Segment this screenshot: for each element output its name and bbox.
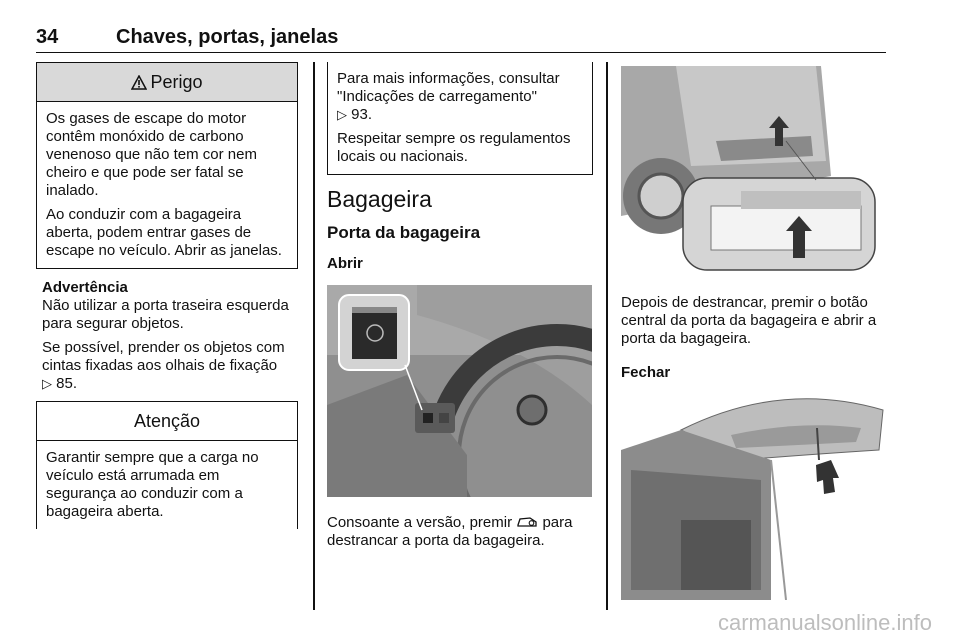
abrir-caption bbox=[327, 514, 593, 550]
page-ref-number[interactable]: 93. bbox=[351, 106, 373, 123]
bagageira-section bbox=[327, 185, 593, 272]
trunk-unlock-icon bbox=[516, 515, 538, 528]
attention-title: Atenção bbox=[133, 410, 201, 431]
danger-paragraph: Os gases de escape do motor contêm monóxido de carbono venenoso que não tem cor nem cheiro e que pode ser fatal se inalado. bbox=[46, 110, 257, 199]
unlock-caption-section bbox=[621, 294, 887, 382]
advertencia-text: Se possível, prender os objetos com cintas fixadas aos olhais de fixação bbox=[42, 339, 285, 374]
attention-box-header bbox=[37, 402, 297, 441]
section-heading: Bagageira bbox=[327, 186, 432, 212]
page-ref-number[interactable]: 85. bbox=[56, 375, 78, 392]
danger-box-header bbox=[37, 63, 297, 102]
subsubsection-heading: Fechar bbox=[621, 364, 671, 381]
continued-info-box bbox=[327, 62, 593, 175]
tailgate-handle-illustration bbox=[621, 66, 884, 274]
info-paragraph bbox=[337, 70, 583, 124]
attention-box bbox=[36, 401, 298, 529]
warning-triangle-icon bbox=[131, 75, 147, 90]
page-ref-icon: ▷ bbox=[42, 376, 52, 391]
tailgate-closing-illustration bbox=[621, 390, 884, 600]
advertencia-paragraph bbox=[42, 339, 298, 393]
dashboard-switch-illustration bbox=[327, 285, 592, 497]
page-header bbox=[36, 26, 886, 53]
attention-paragraph: Garantir sempre que a carga no veículo está arrumada em segurança ao conduzir com a bagageira aberta. bbox=[46, 449, 259, 520]
danger-title: Perigo bbox=[150, 71, 203, 92]
page-title: Chaves, portas, janelas bbox=[116, 26, 339, 48]
info-text: Para mais informações, consultar "Indicações de carregamento" bbox=[337, 70, 560, 105]
advertencia-title: Advertência bbox=[42, 279, 128, 296]
info-paragraph: Respeitar sempre os regulamentos locais ou nacionais. bbox=[337, 130, 571, 165]
danger-box bbox=[36, 62, 298, 269]
column-1 bbox=[36, 62, 298, 529]
advertencia-paragraph: Não utilizar a porta traseira esquerda para segurar objetos. bbox=[42, 297, 289, 332]
subsection-heading: Porta da bagageira bbox=[327, 223, 481, 242]
unlock-caption: Depois de destrancar, premir o botão central da porta da bagageira e abrir a porta da bagageira. bbox=[621, 294, 877, 347]
caption-text: para destrancar a porta da bagageira. bbox=[327, 514, 573, 549]
column-divider bbox=[313, 62, 315, 610]
advertencia-section bbox=[36, 279, 298, 393]
column-2 bbox=[327, 62, 593, 272]
column-divider bbox=[606, 62, 608, 610]
subsubsection-heading: Abrir bbox=[327, 255, 363, 272]
attention-body bbox=[37, 441, 297, 529]
watermark: carmanualsonline.info bbox=[717, 610, 932, 635]
page-ref-icon: ▷ bbox=[337, 107, 347, 122]
caption-text: Consoante a versão, premir bbox=[327, 514, 513, 531]
danger-body bbox=[37, 102, 297, 268]
danger-paragraph: Ao conduzir com a bagageira aberta, podem entrar gases de escape no veículo. Abrir as janelas. bbox=[46, 206, 282, 259]
continued-info-body bbox=[328, 62, 592, 174]
page-number: 34 bbox=[36, 26, 59, 48]
